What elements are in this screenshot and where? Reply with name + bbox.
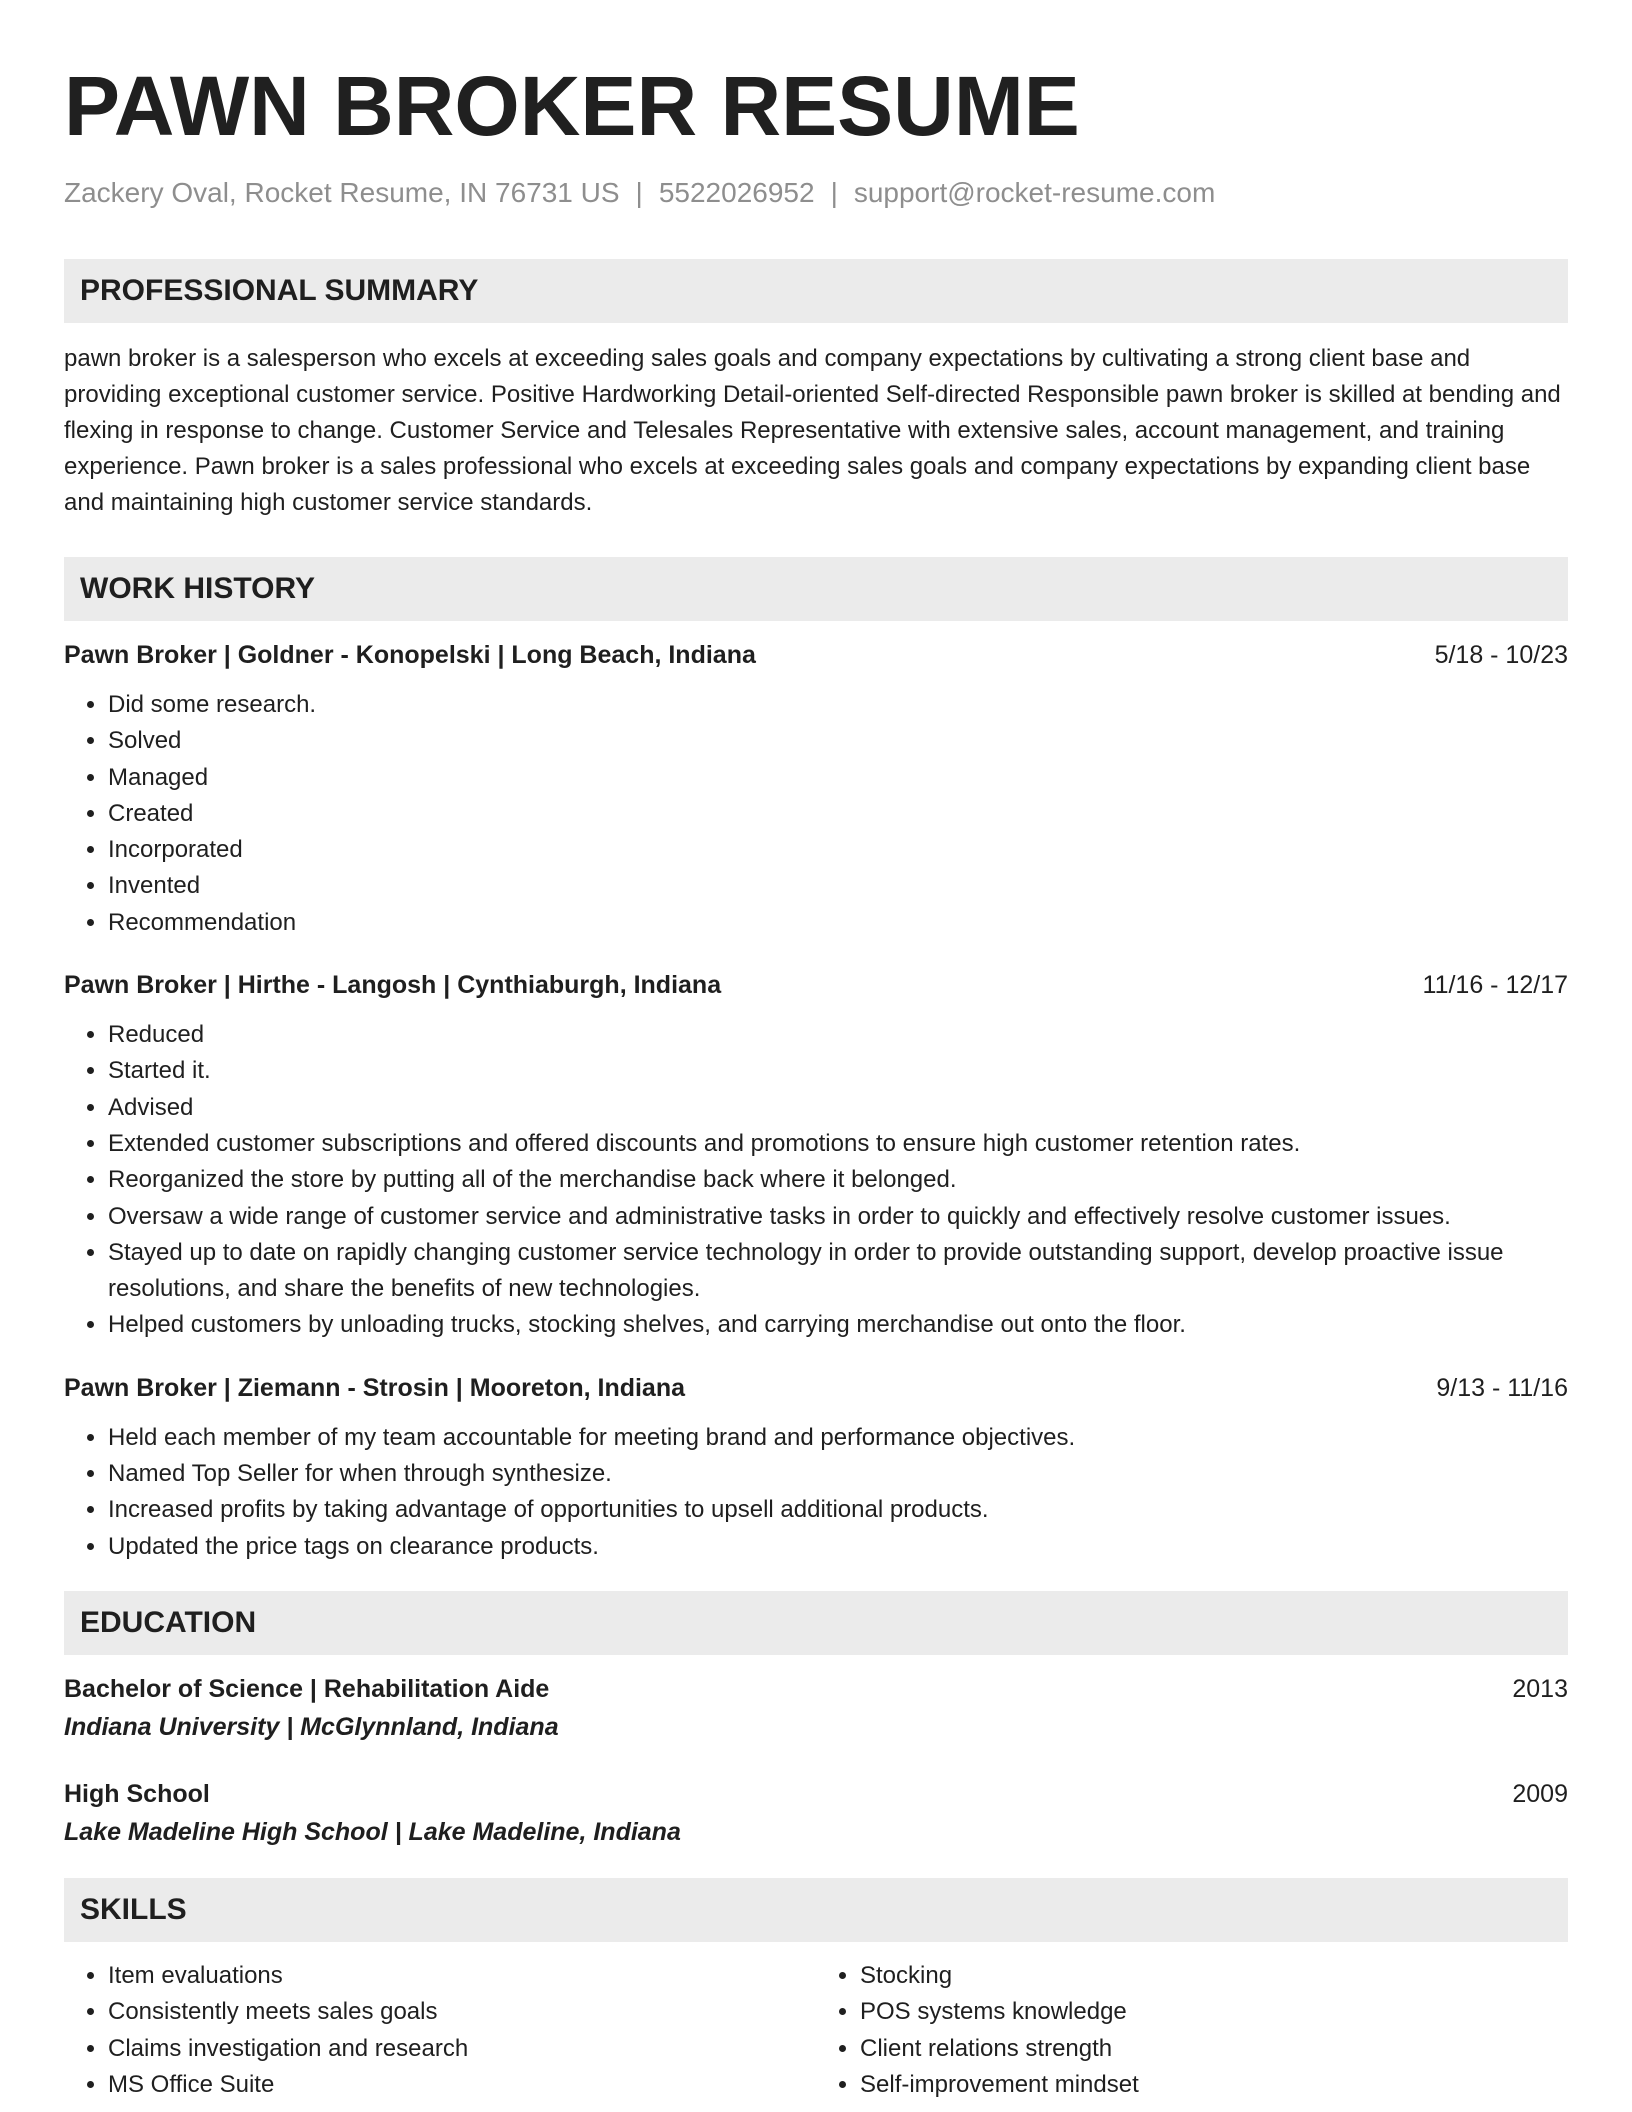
- job-bullet: • Updated the price tags on clearance products.: [108, 1529, 1568, 1565]
- section-header-summary: PROFESSIONAL SUMMARY: [64, 259, 1568, 323]
- education-degree: Bachelor of Science | Rehabilitation Aide: [64, 1674, 550, 1703]
- education-degree: High School: [64, 1779, 210, 1808]
- job-title: Pawn Broker | Goldner - Konopelski | Long Beach, Indiana: [64, 641, 756, 669]
- education-header: [64, 1776, 1568, 1812]
- contact-phone: 5522026952: [658, 177, 815, 208]
- job-bullet: • Named Top Seller for when through synthesize.: [108, 1456, 1568, 1492]
- job-bullets: [64, 1420, 1568, 1565]
- job-bullet: • Stayed up to date on rapidly changing customer service technology in order to provide outstanding support, develop proactive issue resolutions, and share the benefits of new technologies.: [108, 1235, 1568, 1308]
- job-bullet: • Held each member of my team accountable for meeting brand and performance objectives.: [108, 1420, 1568, 1456]
- job-header: [64, 967, 1568, 1003]
- job-bullet: • Reorganized the store by putting all of the merchandise back where it belonged.: [108, 1162, 1568, 1198]
- job-bullet: • Helped customers by unloading trucks, stocking shelves, and carrying merchandise out onto the floor.: [108, 1307, 1568, 1343]
- resume-title: PAWN BROKER RESUME: [64, 59, 1080, 153]
- job-bullet: • Invented: [108, 868, 1568, 904]
- job-dates: 9/13 - 11/16: [1436, 1373, 1568, 1402]
- education-entry: [64, 1776, 1568, 1852]
- contact-separator: |: [635, 177, 643, 208]
- contact-line: [64, 176, 1568, 210]
- job-bullet: • Managed: [108, 760, 1568, 796]
- job-entry: [64, 967, 1568, 1344]
- education-header: [64, 1671, 1568, 1707]
- job-bullet: • Reduced: [108, 1017, 1568, 1053]
- job-bullet: • Created: [108, 796, 1568, 832]
- education-year: 2009: [1512, 1779, 1568, 1808]
- job-bullet: • Started it.: [108, 1053, 1568, 1089]
- job-header: [64, 1370, 1568, 1406]
- skill-item: • Self-improvement mindset: [860, 2067, 1568, 2103]
- job-bullet: • Extended customer subscriptions and offered discounts and promotions to ensure high customer retention rates.: [108, 1126, 1568, 1162]
- contact-address: Zackery Oval, Rocket Resume, IN 76731 US: [64, 177, 620, 208]
- summary-text: pawn broker is a salesperson who excels at exceeding sales goals and company expectations by cultivating a strong client base and providing exceptional customer service. Positive Hardworking Detail-oriented Self-directed Responsible pawn broker is skilled at bending and flexing in response to change. Customer Service and Telesales Representative with extensive sales, account management, and training experience. Pawn broker is a sales professional who excels at exceeding sales goals and company expectations by expanding client base and maintaining high customer service standards.: [64, 345, 1561, 516]
- job-entry: [64, 1370, 1568, 1565]
- skills-list: [64, 1958, 816, 2103]
- job-title: Pawn Broker | Ziemann - Strosin | Mooreton, Indiana: [64, 1373, 686, 1402]
- skill-item: • Client relations strength: [860, 2031, 1568, 2067]
- skills-grid: [64, 1958, 1568, 2103]
- skill-item: • Consistently meets sales goals: [108, 1994, 816, 2030]
- job-bullet: • Advised: [108, 1090, 1568, 1126]
- skill-item: • Claims investigation and research: [108, 2031, 816, 2067]
- job-dates: 5/18 - 10/23: [1434, 641, 1568, 669]
- job-entry: [64, 637, 1568, 941]
- section-header-education: EDUCATION: [64, 1591, 1568, 1655]
- job-bullets: [64, 1017, 1568, 1344]
- job-bullet: • Solved: [108, 723, 1568, 759]
- education-year: 2013: [1512, 1674, 1568, 1703]
- skills-column-right: [816, 1958, 1568, 2103]
- job-dates: 11/16 - 12/17: [1422, 971, 1568, 1000]
- skill-item: • Item evaluations: [108, 1958, 816, 1994]
- job-bullet: • Recommendation: [108, 905, 1568, 941]
- contact-email: support@rocket-resume.com: [853, 177, 1216, 208]
- job-bullet: • Did some research.: [108, 687, 1568, 723]
- education-school: Indiana University | McGlynnland, Indiana: [64, 1712, 559, 1741]
- skills-column-left: [64, 1958, 816, 2103]
- section-header-skills: SKILLS: [64, 1878, 1568, 1942]
- job-title: Pawn Broker | Hirthe - Langosh | Cynthiaburgh, Indiana: [64, 971, 722, 1000]
- job-bullet: • Increased profits by taking advantage of opportunities to upsell additional products.: [108, 1492, 1568, 1528]
- job-bullet: • Incorporated: [108, 832, 1568, 868]
- education-entry: [64, 1671, 1568, 1747]
- job-header: [64, 637, 1568, 673]
- skill-item: • MS Office Suite: [108, 2067, 816, 2103]
- skills-list: [816, 1958, 1568, 2103]
- job-bullet: • Oversaw a wide range of customer service and administrative tasks in order to quickly and effectively resolve customer issues.: [108, 1199, 1568, 1235]
- skill-item: • POS systems knowledge: [860, 1994, 1568, 2030]
- job-bullets: [64, 687, 1568, 941]
- education-school: Lake Madeline High School | Lake Madeline, Indiana: [64, 1817, 681, 1846]
- contact-separator: |: [830, 177, 838, 208]
- section-header-work-history: WORK HISTORY: [64, 557, 1568, 621]
- skill-item: • Stocking: [860, 1958, 1568, 1994]
